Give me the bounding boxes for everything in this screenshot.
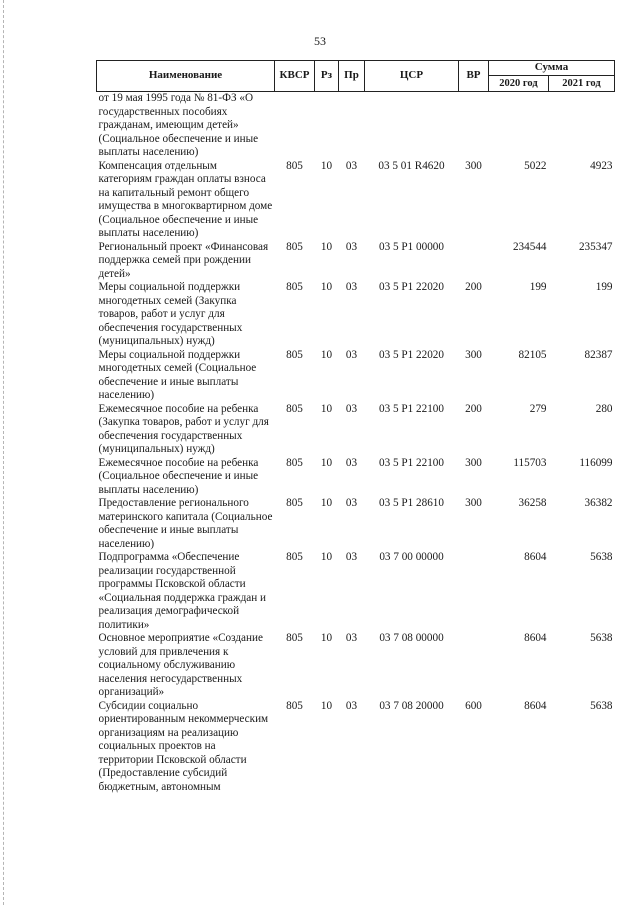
header-csr: ЦСР bbox=[365, 61, 459, 92]
cell-vr: 200 bbox=[465, 281, 482, 293]
cell-vr: 300 bbox=[465, 159, 482, 172]
cell-vr bbox=[459, 632, 489, 700]
table-row bbox=[97, 632, 615, 700]
cell-vr: 600 bbox=[465, 699, 482, 712]
cell-name: Субсидии социально ориентированным некоммерческим организациям на реализацию социальных проектов на территории Псковской области (Предоставление субсидий бюджетным, автономным bbox=[98, 699, 269, 793]
cell-pr: 03 bbox=[345, 402, 358, 415]
table-row bbox=[97, 403, 615, 457]
cell-csr bbox=[365, 92, 459, 160]
cell-name: Предоставление регионального материнского капитала (Социальное обеспечение и иные выплаты населению) bbox=[98, 497, 273, 550]
cell-vr bbox=[459, 241, 489, 282]
cell-vr bbox=[459, 92, 489, 160]
cell-rz: 10 bbox=[320, 551, 333, 563]
cell-2021: 235347 bbox=[578, 240, 613, 253]
table-row bbox=[97, 497, 615, 551]
cell-pr: 03 bbox=[345, 456, 358, 469]
cell-2020 bbox=[489, 92, 549, 160]
cell-kvsr bbox=[275, 92, 315, 160]
cell-rz: 10 bbox=[320, 159, 333, 172]
header-name: Наименование bbox=[97, 61, 275, 92]
cell-2021: 4923 bbox=[590, 159, 613, 172]
cell-kvsr: 805 bbox=[286, 699, 303, 712]
cell-kvsr: 805 bbox=[286, 497, 303, 509]
cell-2021: 116099 bbox=[579, 456, 613, 469]
cell-name: Подпрограмма «Обеспечение реализации государственной программы Псковской области «Социальная поддержка граждан и реализация демографической политики» bbox=[98, 551, 267, 631]
page-edge-line bbox=[3, 0, 5, 905]
table-body bbox=[97, 92, 615, 795]
cell-kvsr: 805 bbox=[286, 348, 303, 361]
cell-csr: 03 5 P1 22020 bbox=[379, 281, 444, 293]
cell-name: Ежемесячное пособие на ребенка (Социальное обеспечение и иные выплаты населению) bbox=[98, 456, 259, 496]
cell-kvsr: 805 bbox=[286, 281, 303, 293]
header-vr: ВР bbox=[459, 61, 489, 92]
cell-2020: 5022 bbox=[524, 159, 547, 172]
cell-vr bbox=[459, 551, 489, 632]
cell-csr: 03 5 P1 00000 bbox=[379, 240, 444, 253]
cell-pr bbox=[339, 92, 365, 160]
cell-kvsr: 805 bbox=[286, 456, 303, 469]
cell-2020: 8604 bbox=[524, 699, 547, 712]
table-row bbox=[97, 92, 615, 160]
cell-2020: 8604 bbox=[524, 551, 547, 563]
table-row bbox=[97, 457, 615, 498]
cell-pr: 03 bbox=[345, 348, 358, 361]
cell-rz bbox=[315, 92, 339, 160]
table-row bbox=[97, 160, 615, 241]
cell-csr: 03 5 P1 28610 bbox=[379, 497, 444, 509]
cell-kvsr: 805 bbox=[286, 240, 303, 253]
cell-name: Меры социальной поддержки многодетных семей (Закупка товаров, работ и услуг для обеспечения государственных (муниципальных) нужд) bbox=[98, 281, 243, 347]
cell-csr: 03 5 P1 22020 bbox=[379, 348, 444, 361]
cell-kvsr: 805 bbox=[286, 159, 303, 172]
cell-pr: 03 bbox=[345, 159, 358, 172]
cell-csr: 03 7 08 20000 bbox=[379, 699, 444, 712]
cell-name: Компенсация отдельным категориям граждан оплаты взноса на капитальный ремонт общего имущества в многоквартирном доме (Социальное обеспечение и иные выплаты населению) bbox=[98, 159, 273, 239]
cell-2021: 5638 bbox=[590, 551, 613, 563]
cell-vr: 300 bbox=[465, 497, 482, 509]
cell-2021: 5638 bbox=[590, 699, 613, 712]
cell-rz: 10 bbox=[320, 456, 333, 469]
cell-pr: 03 bbox=[345, 699, 358, 712]
header-year-2020: 2020 год bbox=[489, 76, 549, 92]
cell-kvsr: 805 bbox=[286, 632, 303, 644]
cell-name: от 19 мая 1995 года № 81-ФЗ «О государственных пособиях гражданам, имеющим детей» (Социальное обеспечение и иные выплаты населению) bbox=[98, 92, 259, 158]
cell-2021: 82387 bbox=[584, 348, 613, 361]
table-row bbox=[97, 281, 615, 349]
cell-rz: 10 bbox=[320, 402, 333, 415]
page-number: 53 bbox=[314, 34, 326, 48]
header-pr: Пр bbox=[339, 61, 365, 92]
cell-2020: 82105 bbox=[518, 348, 547, 361]
table-row bbox=[97, 349, 615, 403]
cell-2020: 234544 bbox=[512, 240, 547, 253]
cell-2021: 199 bbox=[595, 281, 613, 293]
cell-2020: 199 bbox=[529, 281, 547, 293]
header-year-2021: 2021 год bbox=[549, 76, 615, 92]
cell-name: Ежемесячное пособие на ребенка (Закупка товаров, работ и услуг для обеспечения государственных (муниципальных) нужд) bbox=[98, 402, 269, 455]
header-kvsr: КВСР bbox=[275, 61, 315, 92]
cell-kvsr: 805 bbox=[286, 551, 303, 563]
cell-vr: 200 bbox=[465, 402, 482, 415]
table-row bbox=[97, 700, 615, 795]
cell-2021: 280 bbox=[595, 402, 613, 415]
cell-pr: 03 bbox=[345, 240, 358, 253]
cell-csr: 03 5 01 R4620 bbox=[378, 159, 445, 172]
cell-pr: 03 bbox=[345, 632, 358, 644]
cell-csr: 03 7 08 00000 bbox=[379, 632, 444, 644]
cell-name: Меры социальной поддержки многодетных семей (Социальное обеспечение и иные выплаты населению) bbox=[98, 348, 257, 401]
cell-rz: 10 bbox=[320, 240, 333, 253]
budget-table bbox=[96, 60, 615, 794]
cell-rz: 10 bbox=[320, 348, 333, 361]
cell-2020: 115703 bbox=[513, 456, 547, 469]
cell-name: Основное мероприятие «Создание условий для привлечения к социальному обслуживанию населения негосударственных организаций» bbox=[98, 632, 263, 698]
cell-vr: 300 bbox=[465, 348, 482, 361]
cell-2021: 36382 bbox=[584, 497, 613, 509]
cell-rz: 10 bbox=[320, 632, 333, 644]
table-row bbox=[97, 241, 615, 282]
cell-rz: 10 bbox=[320, 699, 333, 712]
header-sum: Сумма bbox=[489, 61, 615, 76]
table-row bbox=[97, 551, 615, 632]
cell-pr: 03 bbox=[345, 551, 358, 563]
cell-vr: 300 bbox=[465, 456, 482, 469]
cell-pr: 03 bbox=[345, 497, 358, 509]
cell-pr: 03 bbox=[345, 281, 358, 293]
cell-csr: 03 5 P1 22100 bbox=[379, 456, 444, 469]
cell-rz: 10 bbox=[320, 281, 333, 293]
cell-kvsr: 805 bbox=[286, 402, 303, 415]
cell-2020: 36258 bbox=[518, 497, 547, 509]
cell-2021: 5638 bbox=[590, 632, 613, 644]
cell-name: Региональный проект «Финансовая поддержка семей при рождении детей» bbox=[98, 240, 269, 280]
cell-csr: 03 5 P1 22100 bbox=[379, 402, 444, 415]
cell-2020: 8604 bbox=[524, 632, 547, 644]
cell-csr: 03 7 00 00000 bbox=[379, 551, 444, 563]
cell-2021 bbox=[549, 92, 615, 160]
cell-rz: 10 bbox=[320, 497, 333, 509]
header-rz: Рз bbox=[315, 61, 339, 92]
cell-2020: 279 bbox=[529, 402, 547, 415]
